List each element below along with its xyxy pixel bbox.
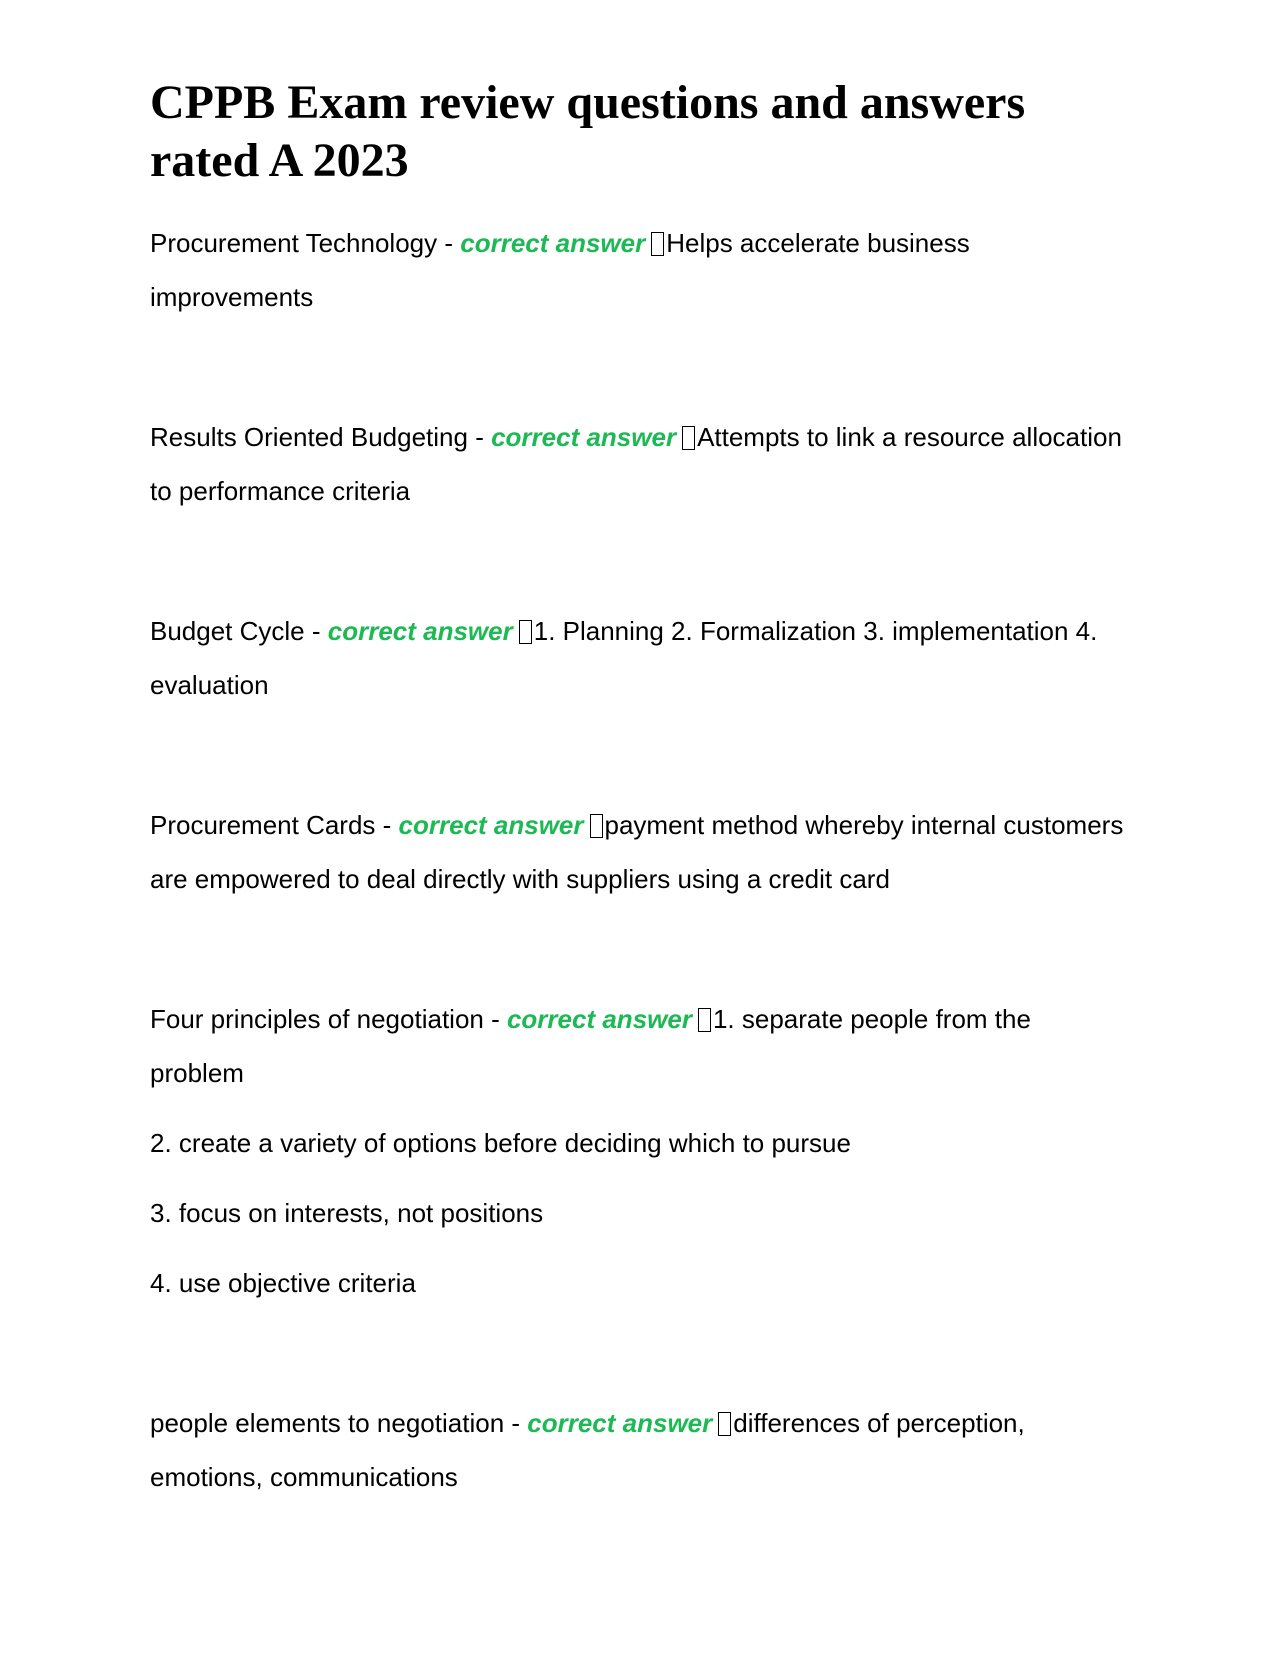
list-item: 4. use objective criteria	[150, 1268, 416, 1298]
answer-marker: correct answer	[491, 422, 677, 452]
qa-entry	[150, 410, 1130, 518]
answer-marker: correct answer	[398, 810, 584, 840]
missing-glyph-icon	[519, 620, 532, 644]
qa-entry	[150, 992, 1130, 1100]
qa-entry	[150, 1396, 1130, 1504]
entry-definition: 1. separate people from the problem	[150, 1004, 1031, 1088]
entry-definition: Attempts to link a resource allocation to performance criteria	[150, 422, 1122, 506]
entry-term: Results Oriented Budgeting -	[150, 422, 492, 452]
missing-glyph-icon	[590, 814, 603, 838]
missing-glyph-icon	[682, 426, 695, 450]
answer-marker: correct answer	[327, 616, 513, 646]
missing-glyph-icon	[718, 1412, 731, 1436]
entry-term: Procurement Cards -	[150, 810, 399, 840]
entry-term: Four principles of negotiation -	[150, 1004, 507, 1034]
qa-entry	[150, 798, 1130, 906]
list-item: 2. create a variety of options before deciding which to pursue	[150, 1128, 851, 1158]
document-title: CPPB Exam review questions and answers rated A 2023	[150, 76, 1026, 187]
entry-term: Procurement Technology -	[150, 228, 461, 258]
qa-entry	[150, 216, 1130, 324]
missing-glyph-icon	[698, 1008, 711, 1032]
entry-term: Budget Cycle -	[150, 616, 328, 646]
list-item: 3. focus on interests, not positions	[150, 1198, 544, 1228]
answer-marker: correct answer	[460, 228, 646, 258]
entry-definition: payment method whereby internal customers are empowered to deal directly with suppliers using a credit card	[150, 810, 1124, 894]
entry-definition: differences of perception, emotions, communications	[150, 1408, 1025, 1492]
entry-definition: 1. Planning 2. Formalization 3. implementation 4. evaluation	[150, 616, 1098, 700]
missing-glyph-icon	[651, 232, 664, 256]
qa-entry	[150, 604, 1130, 712]
answer-marker: correct answer	[506, 1004, 692, 1034]
document-page	[150, 74, 1130, 1504]
entry-definition: Helps accelerate business improvements	[150, 228, 970, 312]
entry-term: people elements to negotiation -	[150, 1408, 528, 1438]
answer-marker: correct answer	[527, 1408, 713, 1438]
